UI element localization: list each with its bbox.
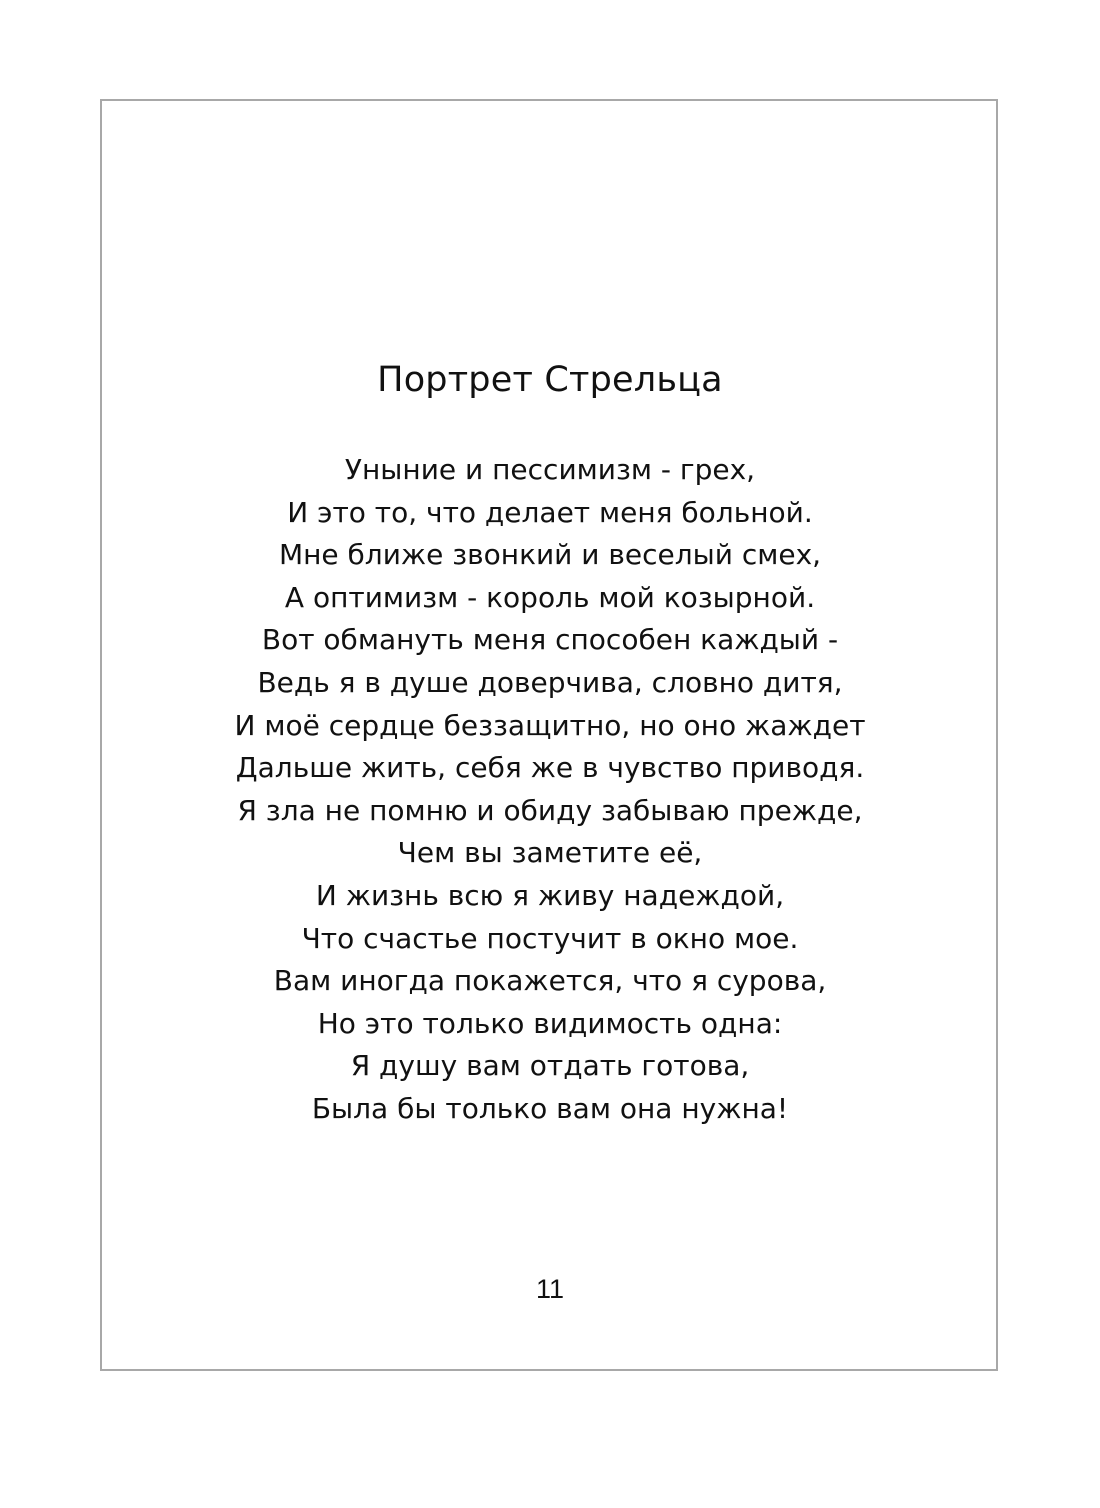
poem-line: И моё сердце беззащитно, но оно жаждет xyxy=(234,708,866,742)
poem-line: Но это только видимость одна: xyxy=(317,1006,783,1040)
poem-line: Была бы только вам она нужна! xyxy=(311,1091,789,1125)
poem-line: Что счастье постучит в окно мое. xyxy=(301,921,799,955)
page-number: 11 xyxy=(535,1274,565,1304)
poem-line: И это то, что делает меня больной. xyxy=(287,495,813,529)
poem-line: Ведь я в душе доверчива, словно дитя, xyxy=(257,665,843,699)
poem-line: А оптимизм - король мой козырной. xyxy=(284,580,816,614)
poem-line: Я душу вам отдать готова, xyxy=(350,1049,750,1083)
poem-line: Уныние и пессимизм - грех, xyxy=(344,453,756,486)
poem-line: Вам иногда покажется, что я сурова, xyxy=(273,964,827,998)
poem-line: Дальше жить, себя же в чувство приводя. xyxy=(235,751,865,785)
poem-title: Портрет Стрельца xyxy=(377,360,723,400)
poem-line: Мне ближе звонкий и веселый смех, xyxy=(278,538,822,572)
poem-body xyxy=(0,449,1100,1131)
poem-line: И жизнь всю я живу надеждой, xyxy=(315,878,785,912)
poem-line: Я зла не помню и обиду забываю прежде, xyxy=(237,793,863,827)
poem-line: Вот обмануть меня способен каждый - xyxy=(261,623,839,657)
poem-line: Чем вы заметите её, xyxy=(397,836,703,870)
